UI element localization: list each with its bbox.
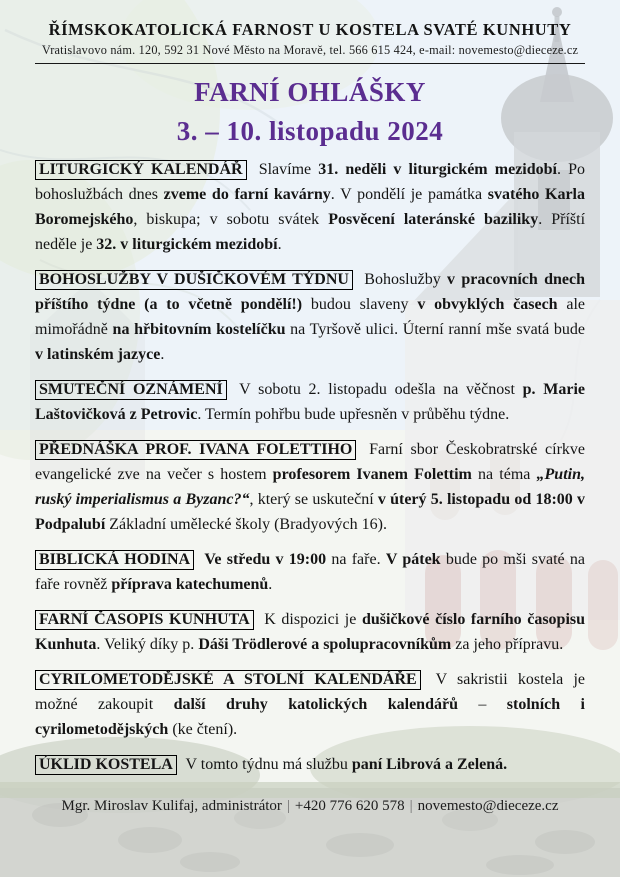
announcement-paragraph [35,547,585,597]
text-run: svatého Karla Boromejského [35,186,585,228]
text-run: v latinském jazyce [35,346,161,363]
announcement-paragraph [35,752,585,777]
text-run: . Veliký díky p. [96,636,199,653]
administrator-name: Mgr. Miroslav Kulifaj, administrátor [61,798,282,814]
text-run: Slavíme [251,161,319,178]
announcement-paragraph [35,377,585,427]
text-run: v úterý 5. listopadu od 18:00 v Podpalubí [35,491,585,533]
text-run: V tomto týdnu má službu [181,756,352,773]
text-run: 31. neděli v liturgickém mezidobí [318,161,557,178]
text-run: Dáši Trödlerové a spolupracovníkům [198,636,452,653]
text-run: 32. v liturgickém mezidobí [96,236,278,253]
bulletin-title: FARNÍ OHLÁŠKY [194,77,426,107]
footer-separator: | [409,798,413,814]
text-run: na téma [471,466,537,483]
text-run: za jeho přípravu. [451,636,564,653]
text-run: . Příští neděle je [35,211,586,253]
section-heading: BIBLICKÁ HODINA [35,550,194,570]
text-run: na faře. [326,551,386,568]
text-run: profesorem Ivanem Folettim [272,466,472,483]
text-run: . [277,236,282,253]
text-run: v obvyklých časech [417,296,558,313]
text-run: Posvěcení lateránské baziliky [328,211,539,228]
text-run: . Termín pohřbu bude upřesněn v průběhu týdne. [197,406,510,423]
announcement-paragraph [35,157,585,257]
text-run: , který se uskuteční [249,491,378,508]
announcement-paragraph [35,607,585,657]
text-run: „Putin, ruský imperialismus a Byzanc?“ [35,466,585,508]
text-run: ale mimořádně [35,296,586,338]
announcement-paragraph [35,437,585,537]
text-run: – [457,696,507,713]
section-heading: LITURGICKÝ KALENDÁŘ [35,160,247,180]
text-run: dušičkové číslo farního časopisu Kunhuta [35,611,586,653]
text-run: K dispozici je [258,611,362,628]
footer-separator: | [286,798,290,814]
announcement-paragraph [35,267,585,367]
announcement-sections [35,157,585,777]
section-heading: CYRILOMETODĚJSKÉ A STOLNÍ KALENDÁŘE [35,670,421,690]
parish-address: Vratislavovo nám. 120, 592 31 Nové Město na Moravě, tel. 566 615 424, e-mail: novemesto@dieceze.cz [41,43,579,57]
bulletin-date-range: 3. – 10. listopadu 2024 [176,116,444,146]
text-run: . [160,346,165,363]
text-run: (ke čtení). [168,721,238,738]
text-run: . V pondělí je památka [330,186,488,203]
text-run: Bohoslužby [357,271,448,288]
text-run: v pracovních dnech příštího týdne (a to včetně pondělí!) [35,271,586,313]
section-heading: FARNÍ ČASOPIS KUNHUTA [35,610,254,630]
text-run: bude po mši svaté na faře rovněž [35,551,586,593]
text-run: p. Marie Laštovičková z Petrovic [35,381,585,423]
text-run: V sakristii kostela je možné zakoupit [35,671,585,713]
text-run: Farní sbor Českobratrské církve evangelické zve na večer s hostem [35,441,585,483]
section-heading: PŘEDNÁŠKA PROF. IVANA FOLETTIHO [35,440,356,460]
section-heading: SMUTEČNÍ OZNÁMENÍ [35,380,227,400]
parish-name: ŘÍMSKOKATOLICKÁ FARNOST U KOSTELA SVATÉ KUNHUTY [48,20,572,39]
text-run: . Po bohoslužbách dnes [35,161,586,203]
text-run: příprava katechumenů [111,576,269,593]
text-run: další druhy katolických kalendářů [173,696,458,713]
text-run: Ve středu v 19:00 [204,551,327,568]
text-run: , biskupa; v sobotu svátek [133,211,329,228]
header-divider [35,63,585,64]
announcement-paragraph [35,667,585,742]
footer [35,798,585,815]
phone-number: +420 776 620 578 [294,798,405,814]
text-run: . [268,576,273,593]
text-run: Základní umělecké školy (Bradyových 16). [105,516,387,533]
text-run: V pátek [385,551,441,568]
email-address: novemesto@dieceze.cz [417,798,559,814]
text-run: stolních i cyrilometodějských [35,696,585,738]
text-run: zveme do farní kavárny [163,186,331,203]
text-run: paní Librová a Zelená. [351,756,508,773]
text-run: V sobotu 2. listopadu odešla na věčnost [231,381,523,398]
text-run: budou slaveny [302,296,418,313]
section-heading: BOHOSLUŽBY V DUŠIČKOVÉM TÝDNU [35,270,353,290]
text-run: na hřbitovním kostelíčku [112,321,286,338]
text-run: na Tyršově ulici. Úterní ranní mše svatá bude [285,321,585,338]
section-heading: ÚKLID KOSTELA [35,755,177,775]
